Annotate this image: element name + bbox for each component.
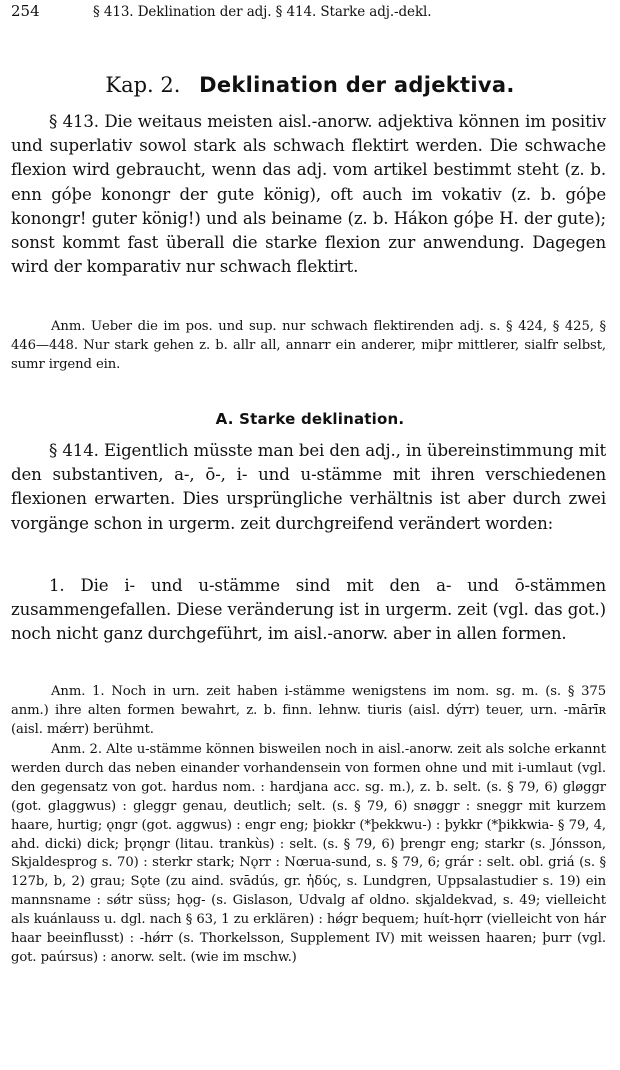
section-414-note-2: Anm. 2. Alte u-stämme können bisweilen noch in aisl.-anorw. zeit als solche erkannt werden durch das neben einander vorhandensein von formen ohne und mit i-umlaut (vgl. den gegensatz von got. hardus nom. : hardjana acc. sg. m.), z. b. selt. (s. § 79, 6) gløggr (got. glaggwus) : gleggr genau, deutlich; selt. (s. § 79, 6) snøggr : sneggr mit kurzem haare, hurtig; ǫngr (got. aggwus) : engr eng; þiokkr (*þekkwu-) : þykkr (*þikkwia- § 79, 4, ahd. dicki) dick; þrǫngr (litau. trankùs) : selt. (s. § 79, 6) þrengr eng; starkr (s. Jónsson, Skjaldesprog s. 70) : sterkr stark; Nǫrr : Nœrua-sund, s. § 79, 6; grár : selt. obl. griá (s. § 127b, b, 2) grau; Sǫte (zu aind. svādús, gr. ἡδύς, s. Lundgren, Uppsalastudier s. 19) ein mannsname : sǿtr süss; hǫg- (s. Gislason, Udvalg af oldno. skjaldekvad, s. 49; vielleicht als kuánlauss u. dgl. nach § 63, 1 zu erklären) : hǿgr bequem; huít-hǫrr (vielleicht von hár haar beeinflusst) : -hǿrr (s. Thorkelsson, Supplement IV) mit weissen haaren; þurr (vgl. got. paúrsus) : anorw. selt. (wie im mschw.) (11, 742, 606, 965)
section-subheading: A. Starke deklination. (215, 410, 405, 428)
section-414-paragraph: § 414. Eigentlich müsste man bei den adj., in übereinstimmung mit den substantiven, a-, ō-, i- und u-stämme mit ihren verschiedenen flexionen erwarten. Dies ursprüngliche verhältnis ist aber durch zwei vorgänge schon in urgerm. zeit durchgreifend verändert worden: (11, 441, 606, 533)
section-414-note-1: Anm. 1. Noch in urn. zeit haben i-stämme wenigstens im nom. sg. m. (s. § 375 anm.) ihre alten formen bewahrt, z. b. finn. lehnw. tiuris (aisl. dýrr) teuer, urn. -mārīʀ (aisl. mǽrr) berühmt. (11, 684, 606, 737)
running-title: § 413. Deklination der adj. § 414. Starke adj.-dekl. (93, 4, 432, 20)
chapter-title: Deklination der adjektiva. (199, 73, 515, 97)
section-413-note: Anm. Ueber die im pos. und sup. nur schwach flektirenden adj. s. § 424, § 425, § 446—448. Nur stark gehen z. b. allr all, annarr ein anderer, miþr mittlerer, sialfr selbst, sumr irgend ein. (11, 319, 606, 372)
section-413-paragraph: § 413. Die weitaus meisten aisl.-anorw. adjektiva können im positiv und superlativ sowol stark als schwach flektirt werden. Die schwache flexion wird gebraucht, wenn das adj. vom artikel bestimmt steht (z. b. enn góþe konongr der gute könig), oft auch im vokativ (z. b. góþe konongr! guter könig!) und als beiname (z. b. Hákon góþe H. der gute); sonst kommt fast überall die starke flexion zur anwendung. Dagegen wird der komparativ nur schwach flektirt. (11, 112, 606, 277)
chapter-number: Kap. 2. (105, 73, 181, 97)
running-head (11, 2, 606, 26)
page-number: 254 (11, 2, 40, 20)
chapter-heading (0, 73, 620, 97)
section-414 (11, 439, 606, 536)
section-414-point-1: 1. Die i- und u-stämme sind mit den a- und ō-stämmen zusammengefallen. Diese veränderung ist in urgerm. zeit (vgl. das got.) noch nicht ganz durchgeführt, im aisl.-anorw. aber in allen formen. (11, 576, 606, 644)
section-413 (11, 110, 606, 279)
